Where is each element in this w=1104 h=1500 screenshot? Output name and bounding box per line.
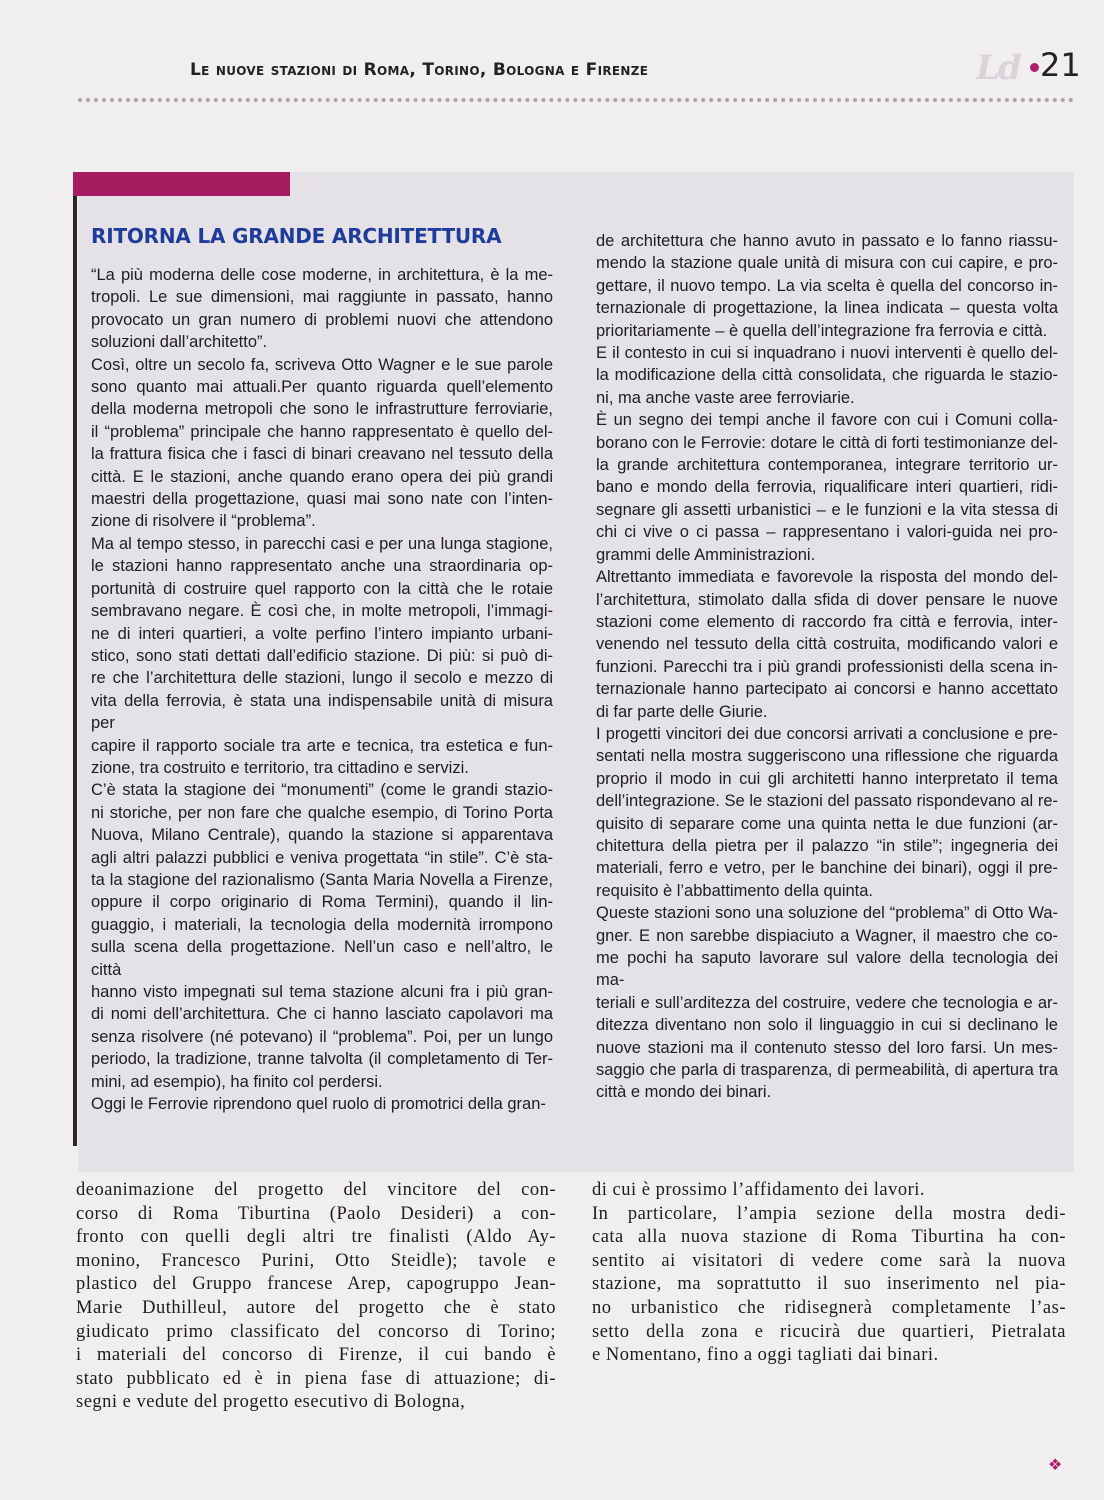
text-line: chitettura della pietra per il palazzo “in stile”; ingegneria dei	[596, 836, 1058, 855]
page-number: 21	[1040, 46, 1081, 84]
text-line: stazione, ma soprattutto il suo inserimento nel pia-	[592, 1274, 1066, 1295]
text-line: gettare, il nuovo tempo. La via scelta è quella del concorso in-	[596, 276, 1058, 295]
text-line: Oggi le Ferrovie riprendono quel ruolo di promotrici della gran-	[91, 1095, 546, 1114]
text-line: la frattura fisica che i fasci di binari creavano nel tessuto della	[91, 445, 553, 464]
text-line: di cui è prossimo l’affidamento dei lavori.	[592, 1180, 926, 1200]
text-line: ta la stagione del razionalismo (Santa Maria Novella a Firenze,	[91, 870, 553, 889]
text-line: Così, oltre un secolo fa, scriveva Otto Wagner e le sue parole	[91, 355, 553, 374]
text-line: hanno visto impegnati sul tema stazione alcuni fra i più gran-	[91, 983, 553, 1001]
text-line: fronto con quelli degli altri tre finalisti (Aldo Ay-	[76, 1227, 556, 1248]
text-line: guaggio, i materiali, la tecnologia della modernità irrompono	[91, 915, 553, 934]
text-line: sentati nella mostra suggeriscono una riflessione che riguarda	[596, 747, 1058, 766]
text-line: della moderna metropoli che sono le infrastrutture ferroviarie,	[91, 400, 553, 419]
text-line: no urbanistico che ridisegnerà completamente l’as-	[592, 1297, 1066, 1318]
text-line: zione, tra costruito e territorio, tra cittadino e servizi.	[91, 758, 469, 777]
header-bullet	[1030, 63, 1039, 72]
text-line: stico, sono stati dettati dall’edificio stazione. Di più: si può di-	[91, 646, 553, 665]
text-line: de architettura che hanno avuto in passato e lo fanno riassu-	[596, 232, 1058, 250]
text-line: teriali e sull’arditezza del costruire, vedere che tecnologia e ar-	[596, 993, 1058, 1012]
text-line: città. E le stazioni, anche quando erano opera dei più grandi	[91, 467, 553, 486]
text-line: quisito di separare come una quinta netta le due funzioni (ar-	[596, 814, 1058, 833]
text-line: ternazionale di progettazione, la linea indicata – questa volta	[596, 299, 1058, 318]
text-line: soluzioni dall’architetto”.	[91, 333, 268, 352]
sidebar-vertical-rule	[73, 172, 77, 1146]
text-line: provocato un gran numero di problemi nuovi che attendono	[91, 310, 553, 329]
text-line: ternazionale hanno partecipato ai concorsi e hanno accettato	[596, 680, 1058, 699]
text-line: ni storiche, per non fare che qualche esempio, di Torino Porta	[91, 803, 553, 822]
text-line: capire il rapporto sociale tra arte e tecnica, tra estetica e fun-	[91, 736, 553, 755]
body-left-column	[76, 1179, 556, 1415]
text-line: oppure il corpo originario di Roma Termini), quando il lin-	[91, 893, 553, 912]
sidebar-right-column	[596, 230, 1058, 1104]
text-line: “La più moderna delle cose moderne, in architettura, è la me-	[91, 266, 553, 284]
text-line: chi ci vive o ci passa – rappresentano i valori-guida nei pro-	[596, 523, 1058, 542]
text-line: vita della ferrovia, è stata una indispensabile unità di misura per	[91, 691, 553, 733]
text-line: sono quanto mai attuali.Per quanto riguarda quell’elemento	[91, 378, 553, 397]
text-line: segni e vedute del progetto esecutivo di Bologna,	[76, 1392, 466, 1413]
text-line: giudicato primo classificato del concorso di Torino;	[76, 1321, 556, 1342]
sidebar-accent-bar	[73, 172, 290, 196]
text-line: sembravano negare. È così che, in molte metropoli, l’immagi-	[91, 602, 553, 621]
text-line: la grande architettura contemporanea, integrare territorio ur-	[596, 456, 1058, 475]
text-line: deoanimazione del progetto del vincitore del con-	[76, 1180, 556, 1200]
text-line: zione di risolvere il “problema”.	[91, 512, 316, 531]
text-line: borano con le Ferrovie: dotare le città di forti testimonianze del-	[596, 433, 1058, 452]
text-line: e Nomentano, fino a oggi tagliati dai binari.	[592, 1345, 939, 1366]
text-line: Queste stazioni sono una soluzione del “problema” di Otto Wa-	[596, 904, 1058, 923]
text-line: requisito è l’abbattimento della quinta.	[596, 881, 874, 900]
text-line: E il contesto in cui si inquadrano i nuovi interventi è quello del-	[596, 344, 1058, 363]
text-line: Nuova, Milano Centrale), quando la stazione si apparentava	[91, 826, 553, 845]
text-line: città e mondo dei binari.	[596, 1083, 772, 1102]
text-line: proprio il modo in cui gli architetti hanno interpretato il tema	[596, 769, 1058, 788]
text-line: maestri della progettazione, quasi mai sono nate con l’inten-	[91, 490, 553, 509]
text-line: agli altri palazzi pubblici e veniva progettata “in stile”. C’è sta-	[91, 848, 553, 867]
text-line: prioritariamente – è quella dell’integrazione fra ferrovia e città.	[596, 321, 1048, 340]
text-line: bano e mondo della ferrovia, riqualificare interi quartieri, ridi-	[596, 478, 1058, 497]
end-of-article-mark: ❖	[1048, 1457, 1063, 1474]
text-line: Altrettanto immediata e favorevole la risposta del mondo del-	[596, 568, 1058, 587]
header-dotted-rule	[78, 98, 1074, 102]
text-line: setto della zona e ricucirà due quartieri, Pietralata	[592, 1321, 1066, 1342]
text-line: sentito ai visitatori di vedere come sarà la nuova	[592, 1250, 1066, 1271]
text-line: il “problema” principale che hanno rappresentato è quello del-	[91, 422, 553, 441]
text-line: mini, ad esempio), ha finito col perdersi.	[91, 1072, 383, 1091]
text-line: i materiali del concorso di Firenze, il cui bando è	[76, 1345, 556, 1366]
text-line: segnare gli assetti urbanistici – e le funzioni e la vita stessa di	[596, 500, 1058, 519]
text-line: stato pubblicato ed è in piena fase di attuazione; di-	[76, 1368, 556, 1389]
text-line: le stazioni hanno rappresentato anche una straordinaria op-	[91, 557, 553, 576]
text-line: periodo, la tradizione, tranne talvolta (il completamento di Ter-	[91, 1050, 553, 1069]
body-right-column	[592, 1179, 1066, 1368]
text-line: l’architettura, stimolato dalla sfida di dover pensare le nuove	[596, 590, 1058, 609]
text-line: corso di Roma Tiburtina (Paolo Desideri) a con-	[76, 1203, 556, 1224]
text-line: ni, ma anche vaste aree ferroviarie.	[596, 388, 855, 407]
text-line: monino, Francesco Purini, Otto Steidle); tavole e	[76, 1250, 556, 1271]
text-line: grammi delle Amministrazioni.	[596, 545, 816, 564]
text-line: I progetti vincitori dei due concorsi arrivati a conclusione e pre-	[596, 724, 1058, 743]
text-line: me pochi ha saputo lavorare sul valore della tecnologia dei ma-	[596, 949, 1058, 990]
text-line: saggio che parla di trasparenza, di permeabilità, di apertura tra	[596, 1061, 1058, 1080]
text-line: di nomi dell’architettura. Che ci hanno lasciato capolavori ma	[91, 1005, 553, 1024]
text-line: nuove stazioni ma il contenuto stesso del loro farsi. Un mes-	[596, 1038, 1058, 1057]
text-line: C’è stata la stagione dei “monumenti” (come le grandi stazio-	[91, 781, 553, 800]
text-line: ne di interi quartieri, a volte perfino l’intero impianto urbani-	[91, 624, 553, 643]
text-line: di far parte delle Giurie.	[596, 702, 768, 721]
running-header: Le nuove stazioni di Roma, Torino, Bologna e Firenze	[190, 60, 649, 80]
text-line: È un segno dei tempi anche il favore con cui i Comuni colla-	[596, 411, 1058, 430]
text-line: re che l’architettura delle stazioni, lungo il secolo e mezzo di	[91, 669, 553, 688]
text-line: In particolare, l’ampia sezione della mostra dedi-	[592, 1203, 1066, 1224]
text-line: la modificazione della città consolidata, che riguarda le stazio-	[596, 366, 1058, 385]
text-line: materiali, ferro e vetro, per le banchine dei binari), oggi il pre-	[596, 859, 1058, 878]
text-line: plastico del Gruppo francese Arep, capogruppo Jean-	[76, 1274, 556, 1295]
text-line: senza risolvere (né potevano) il “problema”. Poi, per un lungo	[91, 1027, 553, 1046]
text-line: Ma al tempo stesso, in parecchi casi e per una lunga stagione,	[91, 534, 553, 553]
text-line: mendo la stazione quale unità di misura con cui capire, e pro-	[596, 254, 1058, 273]
text-line: portunità di costruire quel rapporto con la città che le rotaie	[91, 579, 553, 598]
text-line: stazioni come elemento di raccordo fra città e ferrovia, inter-	[596, 612, 1058, 631]
text-line: dell’integrazione. Se le stazioni del passato rispondevano al re-	[596, 792, 1058, 811]
text-line: Marie Duthilleul, autore del progetto che è stato	[76, 1297, 556, 1318]
text-line: tropoli. Le sue dimensioni, mai raggiunte in passato, hanno	[91, 288, 553, 307]
text-line: sulla scena della progettazione. Nell’un caso e nell’altro, le città	[91, 938, 553, 979]
text-line: venendo nel tessuto della città costruita, modificando valori e	[596, 635, 1058, 654]
text-line: gner. E non sarebbe dispiaciuto a Wagner, il maestro che co-	[596, 926, 1058, 945]
sidebar-left-column	[91, 264, 553, 1115]
sidebar-title: RITORNA LA GRANDE ARCHITETTURA	[91, 224, 502, 248]
magazine-logo: Ld	[976, 48, 1020, 88]
text-line: cata alla nuova stazione di Roma Tiburtina ha con-	[592, 1227, 1066, 1248]
text-line: funzioni. Parecchi tra i più grandi professionisti della scena in-	[596, 657, 1058, 676]
text-line: ditezza diventano non solo il linguaggio in cui si declinano le	[596, 1016, 1058, 1035]
